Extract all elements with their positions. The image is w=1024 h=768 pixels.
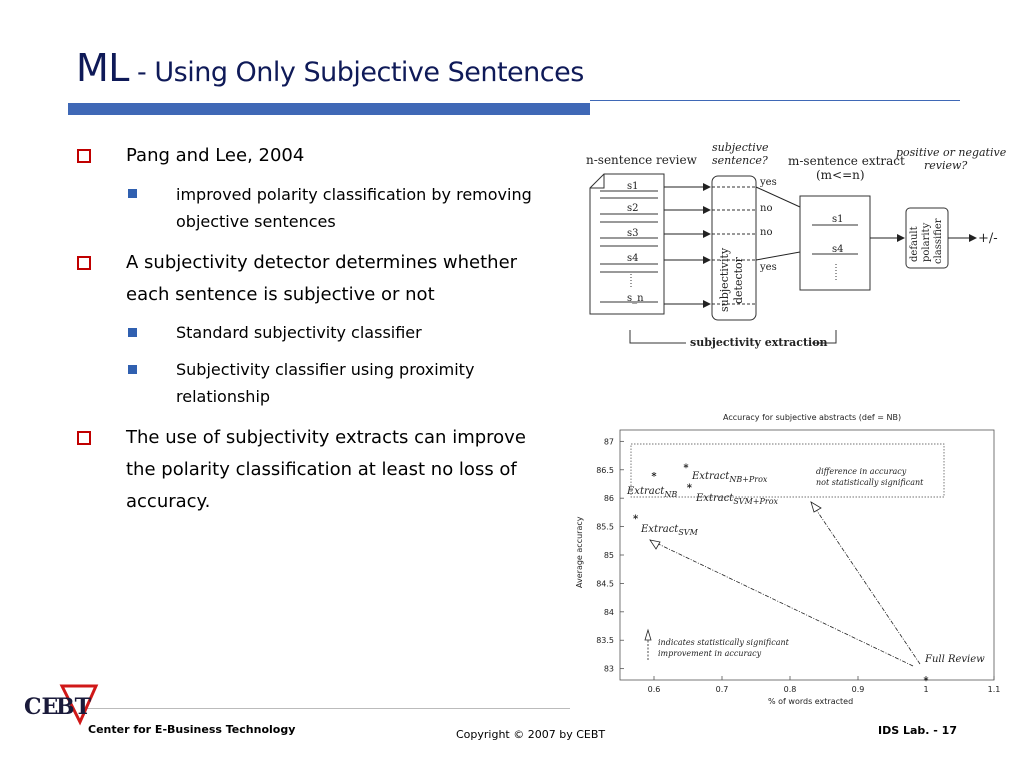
x-tick-label: 1 (923, 685, 929, 694)
cebt-logo (22, 682, 102, 728)
bullet-marker (77, 149, 91, 163)
arrow-note-1: indicates statistically significant (658, 638, 789, 647)
classifier-text-2: polarity (921, 222, 932, 262)
sub-bullet-marker (128, 365, 137, 374)
bullet-1-text: Pang and Lee, 2004 (126, 145, 305, 166)
x-tick-label: 0.7 (715, 685, 729, 694)
label-nb-prox: Extract$_{NB+Prox}$ (692, 471, 768, 484)
y-tick-label: 87 (603, 437, 614, 447)
answer-1: yes (760, 177, 777, 188)
sentence-s3: s3 (627, 228, 639, 239)
extract-s1: s1 (832, 214, 844, 225)
arrow-note-2: improvement in accuracy (658, 649, 762, 658)
label-svm: Extract$_{SVM}$ (641, 524, 698, 537)
y-tick-label: 83.5 (596, 636, 614, 646)
title-rule-thin (590, 100, 960, 101)
data-point: * (923, 676, 929, 687)
box-note-2: not statistically significant (816, 478, 924, 487)
bullet-2-sub-1: Standard subjectivity classifier (176, 323, 422, 342)
sentence-s1: s1 (627, 181, 639, 192)
bullet-2-line-2: each sentence is subjective or not (126, 284, 435, 305)
title-separator: - (128, 57, 155, 88)
x-tick-label: 0.8 (783, 685, 797, 694)
box-note-1: difference in accuracy (816, 467, 907, 476)
accuracy-chart (568, 408, 1008, 708)
bullet-marker (77, 431, 91, 445)
sub-bullet-marker (128, 189, 137, 198)
detector-text-2: detector (732, 257, 745, 304)
bullet-1-sub-1-line-2: objective sentences (176, 212, 336, 231)
y-tick-label: 85.5 (596, 522, 614, 532)
bullet-3-line-2: the polarity classification at least no loss of (126, 459, 517, 480)
y-tick-label: 86 (603, 494, 614, 504)
title-main: ML (76, 46, 129, 90)
sentence-sn: s_n (627, 293, 644, 304)
bullet-2-sub-2-line-2: relationship (176, 387, 271, 406)
answer-4: yes (760, 262, 777, 273)
y-tick-label: 84.5 (596, 579, 614, 589)
y-tick-label: 85 (603, 551, 614, 560)
bullet-2-sub-2-line-1: Subjectivity classifier using proximity (176, 360, 475, 379)
x-tick-label: 0.9 (851, 685, 865, 694)
answer-3: no (760, 227, 773, 238)
footer-rule (86, 708, 570, 709)
y-tick-label: 86.5 (596, 465, 614, 475)
footer-page-number: IDS Lab. - 17 (878, 724, 957, 737)
data-point: * (686, 482, 692, 494)
x-tick-label: 1.1 (987, 685, 1001, 694)
detector-text-1: subjectivity (718, 247, 731, 312)
sentence-s4: s4 (627, 253, 639, 264)
y-tick-label: 83 (603, 664, 614, 674)
x-axis-label: % of words extracted (768, 697, 854, 706)
classifier-text-3: classifier (933, 218, 944, 264)
review-label: n-sentence review (586, 153, 697, 167)
extract-label-1: m-sentence extract (788, 154, 905, 168)
label-nb: Extract$_{NB}$ (627, 486, 678, 499)
detector-question-1: subjective (712, 141, 769, 154)
extract-label-2: (m<=n) (816, 168, 865, 182)
footer-copyright: Copyright © 2007 by CEBT (456, 728, 606, 741)
bullet-2-line-1: A subjectivity detector determines whether (126, 252, 518, 273)
output-label: +/- (978, 231, 998, 246)
subjectivity-diagram (582, 134, 1012, 356)
data-point: * (633, 514, 639, 526)
bullet-marker (77, 256, 91, 270)
label-svm-prox: Extract$_{SVM+Prox}$ (696, 493, 779, 506)
extract-s4: s4 (832, 244, 844, 255)
bullet-1-sub-1-line-1: improved polarity classification by removing (176, 185, 532, 204)
bullet-3-line-1: The use of subjectivity extracts can improve (126, 427, 526, 448)
svg-text:CE: CE (24, 694, 59, 720)
svg-text:BT: BT (56, 694, 91, 720)
label-full-review: Full Review (925, 654, 985, 665)
title-rest: Using Only Subjective Sentences (154, 57, 584, 88)
footer-organization: Center for E-Business Technology (88, 723, 296, 736)
bracket-label: subjectivity extraction (690, 336, 828, 349)
data-point: * (651, 471, 657, 483)
x-tick-label: 0.6 (647, 685, 661, 694)
slide-title (76, 46, 584, 90)
answer-2: no (760, 203, 773, 214)
data-point: * (683, 462, 689, 474)
title-rule-thick (68, 103, 590, 115)
classifier-text-1: default (909, 226, 920, 262)
sentence-s2: s2 (627, 203, 639, 214)
chart-title: Accuracy for subjective abstracts (def = NB) (723, 413, 902, 422)
detector-question-2: sentence? (712, 154, 768, 167)
bullet-3-line-3: accuracy. (126, 491, 211, 512)
sub-bullet-marker (128, 328, 137, 337)
polarity-question-2: review? (924, 159, 968, 172)
y-axis-label: Average accuracy (575, 516, 584, 588)
polarity-question-1: positive or negative (896, 146, 1007, 159)
extract-document (800, 196, 870, 290)
y-tick-label: 84 (603, 607, 614, 617)
